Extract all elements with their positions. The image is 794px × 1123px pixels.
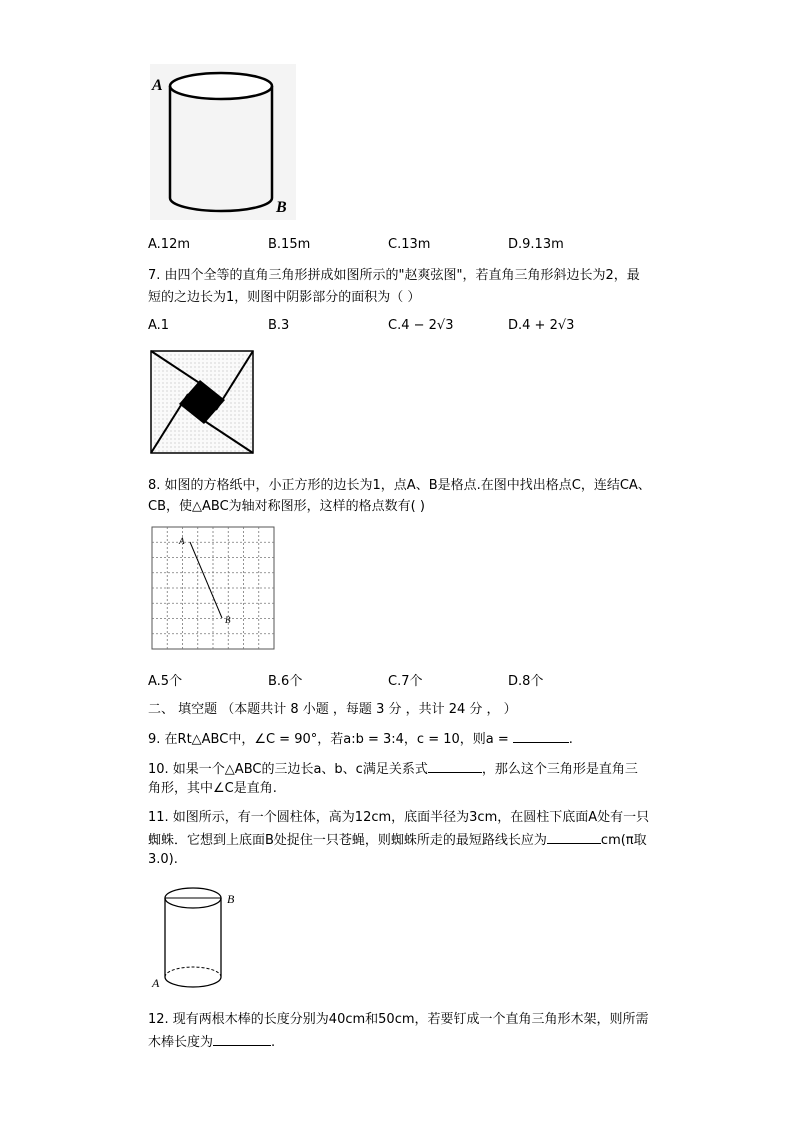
q9-answer-blank[interactable] — [513, 728, 569, 743]
zhao-shuang-diagram — [150, 350, 254, 454]
q9-text: 9. 在Rt△ABC中，∠C = 90°，若a:b = 3:4，c = 10，则a = — [148, 732, 509, 747]
q8-text-line2: CB，使△ABC为轴对称图形，这样的格点数有( ) — [148, 499, 425, 514]
q8-option-b: B.6个 — [268, 674, 303, 689]
q11-line3: 3.0). — [148, 852, 178, 867]
q7-option-a: A.1 — [148, 318, 170, 333]
point-b-label: B — [276, 199, 287, 216]
q6-option-c: C.13m — [388, 237, 431, 252]
q7-option-b: B.3 — [268, 318, 290, 333]
zhao-shuang-drawing — [150, 350, 254, 454]
q8-option-d: D.8个 — [508, 674, 544, 689]
grid-point-b-label: B — [225, 615, 231, 625]
q6-option-d: D.9.13m — [508, 237, 564, 252]
q6-option-b: B.15m — [268, 237, 311, 252]
cylinder-point-a-label: A — [152, 976, 160, 990]
cylinder-drawing — [148, 62, 298, 222]
q8-option-a: A.5个 — [148, 674, 183, 689]
q9-end: . — [568, 732, 573, 747]
q12-line1: 12. 现有两根木棒的长度分别为40cm和50cm，若要钉成一个直角三角形木架，则所需 — [148, 1012, 649, 1027]
q10-text-b: ，那么这个三角形是直角三 — [481, 762, 638, 777]
point-a-label: A — [152, 77, 163, 94]
cylinder-figure-q6 — [148, 62, 298, 222]
cylinder-figure-q11 — [148, 880, 243, 995]
q8-text-line1: 8. 如图的方格纸中，小正方形的边长为1，点A、B是格点.在图中找出格点C，连结CA、 — [148, 478, 651, 493]
q10-text-a: 10. 如果一个△ABC的三边长a、b、c满足关系式 — [148, 762, 428, 777]
q11-answer-blank[interactable] — [547, 829, 601, 844]
q7-text-line2: 短的之边长为1，则图中阴影部分的面积为（ ） — [148, 290, 421, 305]
q12-text-a: 木棒长度为 — [148, 1035, 214, 1050]
grid-paper-figure — [150, 525, 278, 653]
q11-line1: 11. 如图所示，有一个圆柱体，高为12cm，底面半径为3cm，在圆柱下底面A处有一只 — [148, 810, 650, 825]
cylinder-point-b-label: B — [227, 892, 235, 906]
q12-answer-blank[interactable] — [213, 1031, 271, 1046]
q8-option-c: C.7个 — [388, 674, 423, 689]
grid-point-a-label: A — [179, 536, 185, 546]
q12-line2 — [148, 1031, 275, 1053]
q11-text-b: cm(π取 — [600, 833, 647, 848]
q12-text-b: . — [271, 1035, 276, 1050]
q11-line2 — [148, 829, 647, 851]
q7-option-c: C.4 − 2√3 — [388, 318, 454, 333]
q9-line — [148, 728, 573, 750]
q7-text-line1: 7. 由四个全等的直角三角形拼成如图所示的"赵爽弦图"，若直角三角形斜边长为2，最 — [148, 268, 640, 283]
section-2-heading: 二、 填空题 （本题共计 8 小题 ，每题 3 分 ，共计 24 分 ， ） — [148, 702, 517, 717]
q7-option-d: D.4 + 2√3 — [508, 318, 575, 333]
grid-drawing — [150, 525, 278, 653]
q11-text-a: 蜘蛛．它想到上底面B处捉住一只苍蝇，则蜘蛛所走的最短路线长应为 — [148, 833, 547, 848]
q10-line1 — [148, 758, 638, 780]
q10-answer-blank[interactable] — [428, 758, 482, 773]
q6-option-a: A.12m — [148, 237, 191, 252]
q10-line2: 角形，其中∠C是直角. — [148, 781, 277, 796]
cylinder-q11-drawing — [148, 880, 243, 995]
